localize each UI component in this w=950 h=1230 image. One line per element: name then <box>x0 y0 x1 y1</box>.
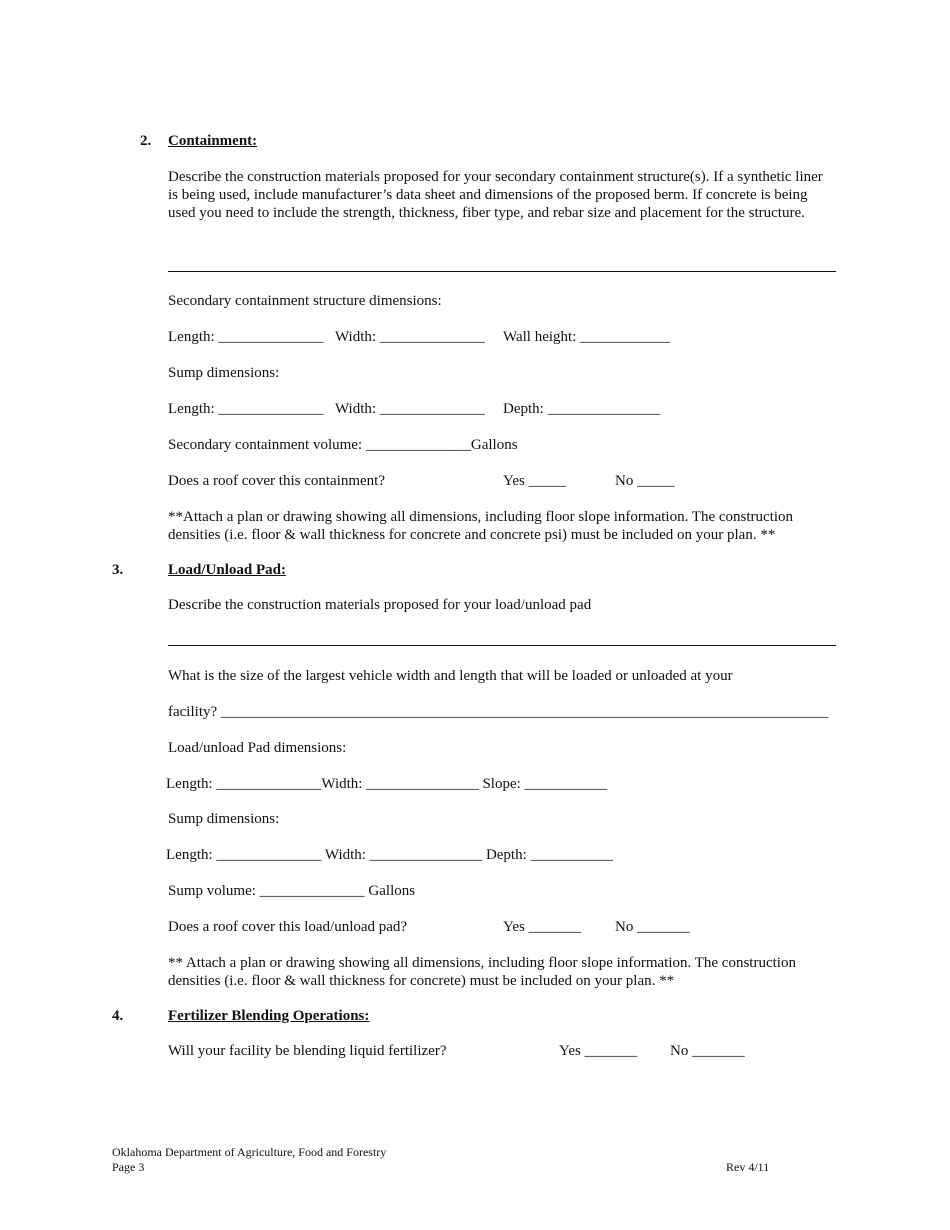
structure-dimensions-label: Secondary containment structure dimensions: <box>168 293 442 309</box>
vehicle-size-question: What is the size of the largest vehicle width and length that will be loaded or unloaded at your <box>168 668 733 684</box>
containment-answer-line[interactable] <box>168 271 836 272</box>
section-3-number: 3. <box>112 562 124 578</box>
containment-sump-depth-field[interactable]: Depth: _______________ <box>503 401 661 417</box>
containment-roof-yes[interactable]: Yes _____ <box>503 473 567 489</box>
containment-volume-field[interactable]: Secondary containment volume: ______________Gallons <box>168 437 518 453</box>
footer-agency: Oklahoma Department of Agriculture, Food and Forestry <box>112 1145 387 1159</box>
vehicle-size-field[interactable]: facility? _________________________________________________________________________________ <box>168 704 829 720</box>
blending-no[interactable]: No _______ <box>670 1043 745 1059</box>
pad-roof-yes[interactable]: Yes _______ <box>503 919 582 935</box>
blending-yes[interactable]: Yes _______ <box>559 1043 638 1059</box>
pad-sump-dimensions-fields[interactable]: Length: ______________ Width: _______________ Depth: ___________ <box>166 847 614 863</box>
structure-length-field[interactable]: Length: ______________ <box>168 329 324 345</box>
structure-wall-height-field[interactable]: Wall height: ____________ <box>503 329 671 345</box>
section-3-heading: Load/Unload Pad: <box>168 562 286 578</box>
pad-roof-no[interactable]: No _______ <box>615 919 690 935</box>
section-4-heading: Fertilizer Blending Operations: <box>168 1008 370 1024</box>
footer-page-number: Page 3 <box>112 1160 145 1174</box>
load-unload-description: Describe the construction materials proposed for your load/unload pad <box>168 597 592 613</box>
pad-sump-dimensions-label: Sump dimensions: <box>168 811 280 827</box>
pad-dimensions-label: Load/unload Pad dimensions: <box>168 740 347 756</box>
pad-roof-question: Does a roof cover this load/unload pad? <box>168 919 408 935</box>
section-4-number: 4. <box>112 1008 124 1024</box>
containment-sump-dimensions-label: Sump dimensions: <box>168 365 280 381</box>
containment-description: Describe the construction materials proposed for your secondary containment structure(s). If a synthetic liner is being used, include manufacturer’s data sheet and dimensions of the proposed berm. If concrete is being used you need to include the strength, thickness, fiber type, and rebar size and placement for the structure. <box>168 169 823 221</box>
containment-sump-width-field[interactable]: Width: ______________ <box>335 401 485 417</box>
containment-roof-no[interactable]: No _____ <box>615 473 675 489</box>
load-unload-answer-line[interactable] <box>168 645 836 646</box>
containment-attach-note: **Attach a plan or drawing showing all dimensions, including floor slope information. The construction densities (i.e. floor & wall thickness for concrete and concrete psi) must be included on your plan. ** <box>168 509 794 543</box>
pad-dimensions-fields[interactable]: Length: ______________Width: _______________ Slope: ___________ <box>166 776 608 792</box>
pad-sump-volume-field[interactable]: Sump volume: ______________ Gallons <box>168 883 416 899</box>
section-2-number: 2. <box>140 133 152 149</box>
footer-revision: Rev 4/11 <box>726 1160 770 1174</box>
blending-question: Will your facility be blending liquid fertilizer? <box>168 1043 447 1059</box>
containment-roof-question: Does a roof cover this containment? <box>168 473 386 489</box>
section-2-heading: Containment: <box>168 133 258 149</box>
containment-sump-length-field[interactable]: Length: ______________ <box>168 401 324 417</box>
structure-width-field[interactable]: Width: ______________ <box>335 329 485 345</box>
pad-attach-note: ** Attach a plan or drawing showing all dimensions, including floor slope information. The construction densities (i.e. floor & wall thickness for concrete) must be included on your plan. ** <box>168 955 796 989</box>
